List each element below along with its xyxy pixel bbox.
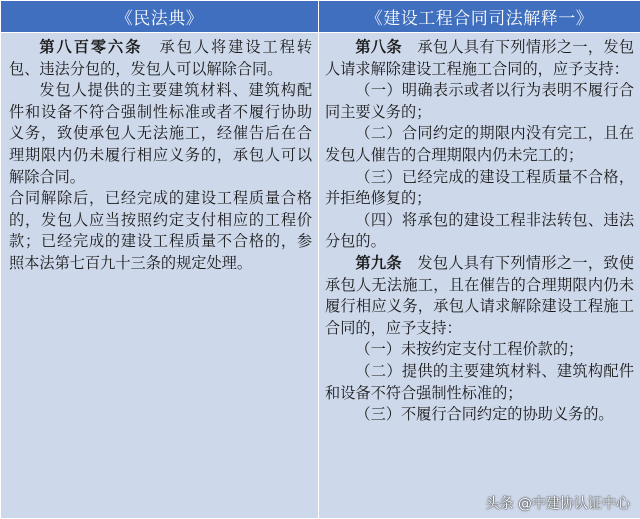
- article-8-item-3: （三）已经完成的建设工程质量不合格，并拒绝修复的；: [325, 167, 634, 208]
- article-9-intro: [325, 253, 634, 339]
- table-header-row: [1, 1, 640, 33]
- article-806-text-1: 承包人将建设工程转包、违法分包的，发包人可以解除合同。: [9, 38, 313, 78]
- article-9-item-2: （二）提供的主要建筑材料、建筑构配件和设备不符合强制性标准的；: [325, 361, 634, 402]
- article-9-item-3: （三）不履行合同约定的协助义务的。: [355, 405, 614, 424]
- header-judicial-interpretation: 《建设工程合同司法解释一》: [319, 1, 640, 33]
- article-8-intro-text: 承包人具有下列情形之一，发包人请求解除建设工程施工合同的，应予支持：: [325, 38, 635, 78]
- judicial-interpretation-cell: [319, 33, 640, 519]
- article-9-intro-text: 发包人具有下列情形之一，致使承包人无法施工，且在催告的合理期限内仍未履行相应义务，承包人请求解除建设工程施工合同的，应予支持：: [325, 253, 635, 337]
- civil-code-cell: [1, 33, 319, 519]
- article-806-para-3: 合同解除后，已经完成的建设工程质量合格的，发包人应当按照约定支付相应的工程价款；已经完成的建设工程质量不合格的，参照本法第七百九十三条的规定处理。: [9, 189, 312, 272]
- article-8-item-1: （一）明确表示或者以行为表明不履行合同主要义务的；: [325, 81, 634, 121]
- article-806-title: 第八百零六条: [39, 38, 143, 56]
- article-9-item-1: （一）未按约定支付工程价款的；: [355, 340, 584, 359]
- article-8-intro: [325, 37, 634, 80]
- header-civil-code: 《民法典》: [1, 1, 319, 33]
- article-8-item-4: （四）将承包的建设工程非法转包、违法分包的。: [325, 210, 634, 251]
- article-8-title: 第八条: [355, 38, 402, 56]
- article-806-para-2: 发包人提供的主要建筑材料、建筑构配件和设备不符合强制性标准或者不履行协助义务，致使承包人无法施工，经催告后在合理期限内仍未履行相应义务的，承包人可以解除合同。: [9, 81, 312, 186]
- source-watermark: 头条 @中建协认证中心: [485, 496, 630, 512]
- article-9-title: 第九条: [355, 253, 402, 272]
- table-body-row: [1, 33, 640, 519]
- article-806-para-1: [9, 37, 312, 80]
- article-8-item-2: （二）合同约定的期限内没有完工，且在发包人催告的合理期限内仍未完工的；: [325, 124, 634, 164]
